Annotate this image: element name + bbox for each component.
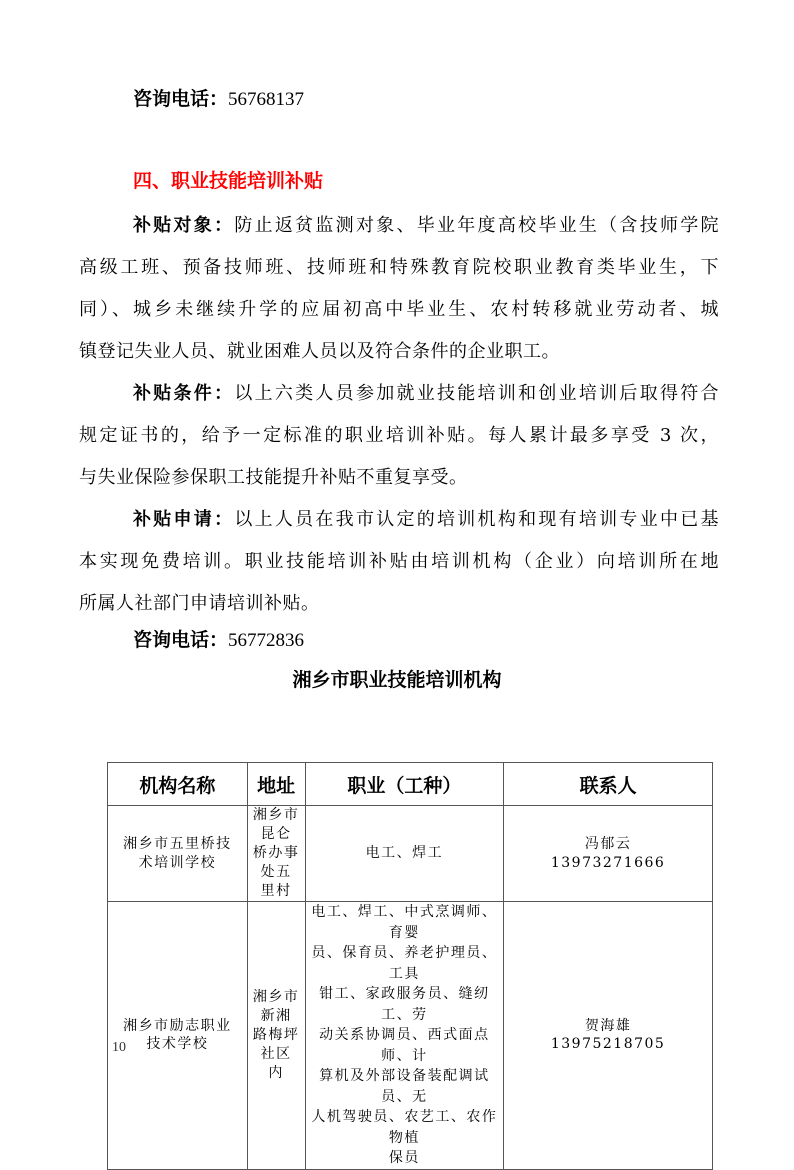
table-header-row xyxy=(108,763,713,806)
application-line-3: 所属人社部门申请培训补贴。 xyxy=(79,593,320,614)
conditions-label: 补贴条件： xyxy=(133,383,235,404)
prev-consult-line xyxy=(133,86,304,113)
occupation-line: 员、保育员、养老护理员、工具 xyxy=(311,945,498,982)
occupation-line: 保员 xyxy=(388,1150,420,1166)
header-address: 地址 xyxy=(247,763,305,806)
training-institutions-table xyxy=(107,762,713,1170)
table-row xyxy=(108,806,713,902)
institution-name xyxy=(108,902,248,1170)
occupation-line: 电工、焊工、中式烹调师、育婴 xyxy=(311,904,498,941)
page-number: 10 xyxy=(112,1040,126,1055)
consult-label: 咨询电话： xyxy=(133,88,229,110)
target-label: 补贴对象： xyxy=(133,215,235,236)
occupation-line: 钳工、家政服务员、缝纫工、劳 xyxy=(319,986,490,1023)
institution-contact xyxy=(504,806,713,902)
address-line: 桥办事处五 xyxy=(252,845,300,880)
occupation-line: 人机驾驶员、农艺工、农作物植 xyxy=(311,1109,498,1146)
contact-phone: 13973271666 xyxy=(550,854,666,871)
address-line: 路梅坪社区 xyxy=(252,1026,300,1062)
target-line-3: 同）、城乡未继续升学的应届初高中毕业生、农村转移就业劳动者、城 xyxy=(79,299,719,320)
address-line: 内 xyxy=(268,1064,284,1081)
table-title: 湘乡市职业技能培训机构 xyxy=(292,669,502,691)
institution-name xyxy=(108,806,248,902)
institution-address xyxy=(247,902,305,1170)
table-row xyxy=(108,902,713,1170)
consult-phone: 56768137 xyxy=(228,89,305,110)
conditions-line-1 xyxy=(133,382,719,406)
occupation-line: 动关系协调员、西式面点师、计 xyxy=(319,1027,490,1064)
name-line: 湘乡市五里桥技 xyxy=(123,836,232,852)
contact-name: 贺海雄 xyxy=(584,1017,632,1034)
consult-line xyxy=(133,627,304,654)
conditions-line-2: 规定证书的，给予一定标准的职业培训补贴。每人累计最多享受 3 次， xyxy=(79,425,719,446)
target-line-4: 镇登记失业人员、就业困难人员以及符合条件的企业职工。 xyxy=(79,341,560,362)
occupation-line: 算机及外部设备装配调试员、无 xyxy=(319,1068,490,1105)
institution-occupations xyxy=(305,902,504,1170)
name-line: 术培训学校 xyxy=(138,854,217,871)
institution-address xyxy=(247,806,305,902)
header-name: 机构名称 xyxy=(108,763,248,806)
name-line: 湘乡市励志职业 xyxy=(123,1017,232,1034)
conditions-text-1: 以上六类人员参加就业技能培训和创业培训后取得符合 xyxy=(234,383,720,404)
section-heading: 四、职业技能培训补贴 xyxy=(133,170,324,192)
header-occupation: 职业（工种） xyxy=(305,763,504,806)
address-line: 湘乡市昆仑 xyxy=(252,807,300,842)
header-contact: 联系人 xyxy=(504,763,713,806)
conditions-line-3: 与失业保险参保职工技能提升补贴不重复享受。 xyxy=(79,467,468,488)
target-line-2: 高级工班、预备技师班、技师班和特殊教育院校职业教育类毕业生，下 xyxy=(79,257,719,278)
application-label: 补贴申请： xyxy=(133,509,235,530)
consult-label: 咨询电话： xyxy=(133,629,229,651)
name-line: 技术学校 xyxy=(146,1036,209,1053)
target-text-1: 防止返贫监测对象、毕业年度高校毕业生（含技师学院 xyxy=(234,215,720,236)
application-line-2: 本实现免费培训。职业技能培训补贴由培训机构（企业）向培训所在地 xyxy=(79,551,719,572)
contact-name: 冯郁云 xyxy=(584,836,632,852)
consult-phone: 56772836 xyxy=(228,630,305,651)
contact-phone: 13975218705 xyxy=(550,1036,666,1053)
institution-contact xyxy=(504,902,713,1170)
address-line: 湘乡市新湘 xyxy=(252,988,300,1024)
application-line-1 xyxy=(133,508,719,532)
application-text-1: 以上人员在我市认定的培训机构和现有培训专业中已基 xyxy=(234,509,720,530)
address-line: 里村 xyxy=(260,883,292,899)
target-line-1 xyxy=(133,214,719,238)
institution-occupations xyxy=(305,806,504,902)
occupation-line: 电工、焊工 xyxy=(365,845,444,862)
